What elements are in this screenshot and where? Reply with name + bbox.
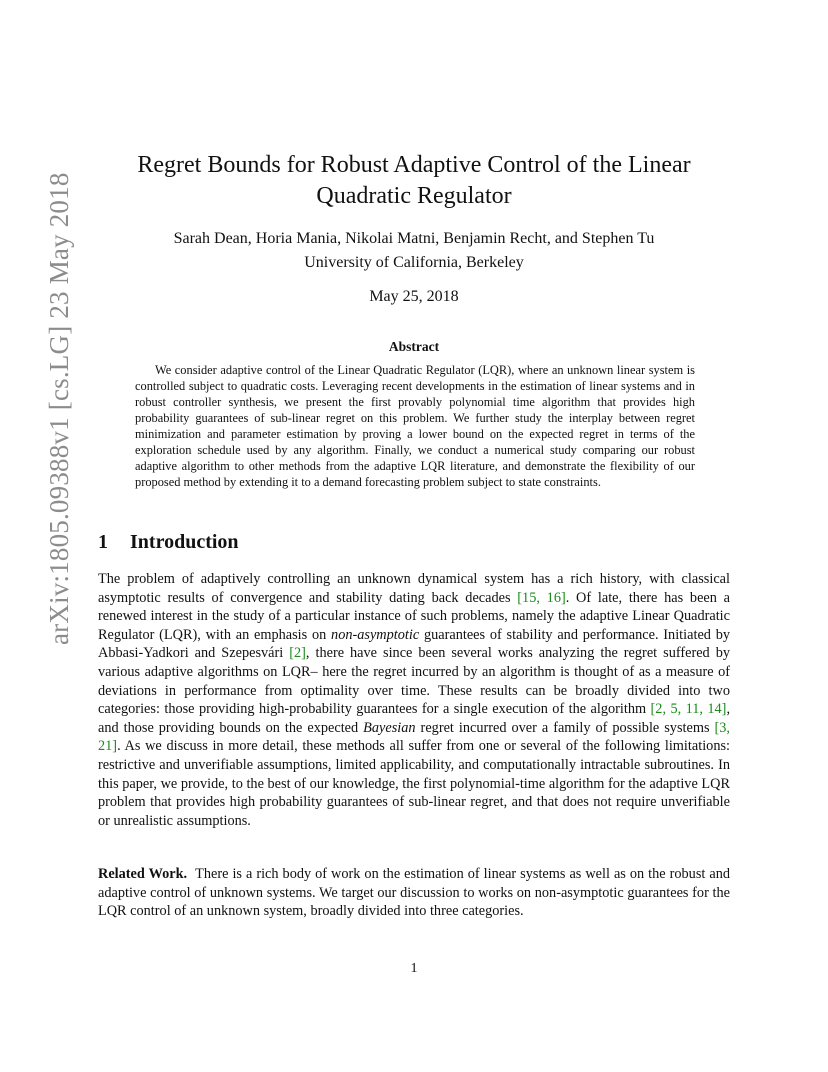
intro-text-7: . As we discuss in more detail, these methods all suffer from one or several of the following limitations: restrictive and unverifiable assumptions, limited applicability, and computationally intractable subroutines. In this paper, we provide, to the best of our knowledge, the first polynomial-time algorithm for the adaptive LQR problem that provides high probability guarantees of sub-linear regret, and that does not require unverifiable or unrealistic assumptions. [98,738,730,829]
related-work-text: There is a rich body of work on the estimation of linear systems as well as on the robust and adaptive control of unknown systems. We target our discussion to works on non-asymptotic guarantees for the LQR control of an unknown system, broadly divided into three categories. [98,866,730,920]
related-work-paragraph [98,865,730,921]
affiliation: University of California, Berkeley [304,254,524,271]
publication-date: May 25, 2018 [369,288,459,305]
citation-link[interactable]: [3, 21] [98,719,730,755]
abstract-heading: Abstract [388,339,440,354]
intro-text-5: , and those providing bounds on the expected [98,701,731,736]
emphasis-text: Bayesian [363,719,416,736]
citation-link[interactable]: [15, 16] [517,589,566,606]
paper-title: Regret Bounds for Robust Adaptive Control of the Linear Quadratic Regulator [137,152,691,209]
section-number: 1 [98,531,108,553]
abstract-text: We consider adaptive control of the Linear Quadratic Regulator (LQR), where an unknown linear system is controlled subject to quadratic costs. Leveraging recent developments in the estimation of linear systems and in robust controller synthesis, we present the first provably polynomial time algorithm that provides high probability guarantees of sub-linear regret on this problem. We further study the interplay between regret minimization and parameter estimation by proving a lower bound on the expected regret in terms of the exploration schedule used by any algorithm. Finally, we conduct a numerical study comparing our robust adaptive algorithm to other methods from the adaptive LQR literature, and demonstrate the flexibility of our proposed method by extending it to a demand forecasting problem subject to state constraints. [135,363,695,489]
intro-paragraph [98,570,730,830]
page-number: 1 [410,961,418,976]
intro-text-6: regret incurred over a family of possible systems [415,719,715,736]
citation-link[interactable]: [2, 5, 11, 14] [650,701,727,718]
section-title: Introduction [130,531,239,553]
intro-text-3: guarantees of stability and performance. Initiated by Abbasi-Yadkori and Szepesvári [98,626,730,662]
related-work-heading: Related Work. [98,866,188,882]
section-heading [98,531,239,554]
author-list: Sarah Dean, Horia Mania, Nikolai Matni, Benjamin Recht, and Stephen Tu [173,230,655,247]
citation-link[interactable]: [2] [289,645,306,662]
emphasis-text: non-asymptotic [331,626,420,643]
intro-text-2: . Of late, there has been a renewed interest in the study of a particular instance of such problems, namely the adaptive Linear Quadratic Regulator (LQR), with an emphasis on [98,589,731,643]
intro-text-4: , there have since been several works analyzing the regret suffered by various adaptive algorithms on LQR– here the regret incurred by an algorithm is thought of as a measure of deviations in performance from optimality over time. These results can be broadly divided into two categories: those providing high-probability guarantees for a single execution of the algorithm [98,645,730,718]
arxiv-identifier-stamp: arXiv:1805.09388v1 [cs.LG] 23 May 2018 [44,172,74,645]
intro-text-1: The problem of adaptively controlling an unknown dynamical system has a rich history, with classical asymptotic results of convergence and stability dating back decades [98,571,730,606]
